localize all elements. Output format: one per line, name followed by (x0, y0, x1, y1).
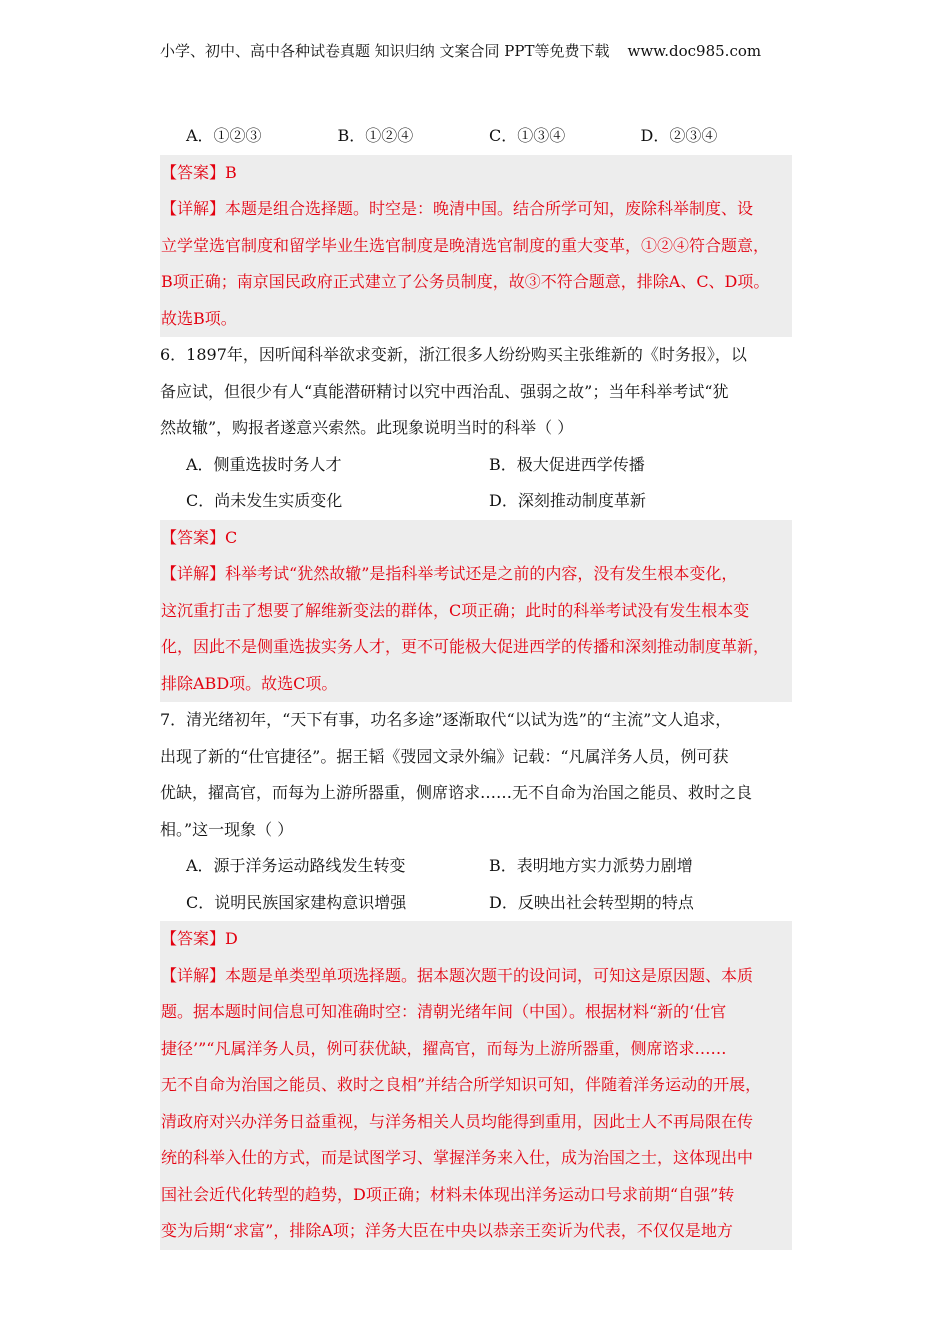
answer-tag: 【答案】 (161, 162, 226, 182)
q5-answer-block (160, 155, 792, 338)
q7-option-c: C．说明民族国家建构意识增强 (186, 892, 407, 912)
answer-tag: 【答案】 (161, 929, 226, 948)
q7-options-row (160, 885, 792, 922)
q5-option-c: C．①③④ (489, 126, 566, 145)
q6-options-row (160, 483, 792, 520)
q7-detail-line: 清政府对兴办洋务日益重视，与洋务相关人员均能得到重用，因此士人不再局限在传 (161, 1111, 754, 1131)
detail-tag: 【详解】 (161, 564, 226, 583)
q7-stem-line: 优缺，擢高官，而每为上游所器重，侧席谘求……无不自命为治国之能员、救时之良 (160, 783, 753, 802)
q6-option-d: D．深刻推动制度革新 (489, 491, 646, 510)
detail-tag: 【详解】 (161, 965, 226, 985)
q7-detail-line: 无不自命为治国之能员、救时之良相”并结合所学知识可知，伴随着洋务运动的开展， (161, 1075, 762, 1094)
header-url[interactable]: www.doc985.com (627, 42, 762, 60)
q6-answer-block (160, 520, 792, 703)
q6-option-c: C．尚未发生实质变化 (186, 491, 343, 510)
answer-value: D (225, 929, 238, 948)
q7-detail-line (160, 958, 792, 995)
q7-stem-line: 7．清光绪初年，“天下有事，功名多途”逐渐取代“以试为选”的“主流”文人追求， (160, 710, 732, 729)
q7-detail-line: 国社会近代化转型的趋势，D项正确；材料未体现出洋务运动口号求前期“自强”转 (161, 1184, 735, 1204)
header-text: 小学、初中、高中各种试卷真题 知识归纳 文案合同 PPT等免费下载 (160, 42, 610, 60)
q5-detail-line: B项正确；南京国民政府正式建立了公务员制度，故③不符合题意，排除A、C、D项。 (161, 272, 770, 291)
q6-stem-line: 备应试，但很少有人“真能潜研精讨以究中西治乱、强弱之故”；当年科举考试“犹 (160, 381, 729, 401)
q6-stem-line: 然故辙”，购报者遂意兴索然。此现象说明当时的科举（ ） (160, 418, 574, 437)
q7-option-b: B．表明地方实力派势力剧增 (489, 856, 693, 875)
q5-detail-line (160, 191, 792, 228)
q6-detail-line: 这沉重打击了想要了解维新变法的群体，C项正确；此时的科举考试没有发生根本变 (161, 600, 750, 620)
q5-detail-line: 故选B项。 (161, 308, 237, 328)
answer-value: B (225, 162, 237, 182)
question-7 (160, 702, 792, 921)
answer-value: C (225, 527, 238, 547)
q7-stem-line: 相。”这一现象（ ） (160, 819, 294, 839)
question-6 (160, 337, 792, 520)
detail-text: 本题是单类型单项选择题。据本题次题干的设问词，可知这是原因题、本质 (225, 965, 754, 985)
detail-tag: 【详解】 (161, 199, 226, 218)
q7-option-a: A．源于洋务运动路线发生转变 (186, 856, 406, 875)
q5-detail-line: 立学堂选官制度和留学毕业生选官制度是晚清选官制度的重大变革，①②④符合题意， (161, 235, 770, 255)
q6-stem-line: 6．1897年，因听闻科举欲求变新，浙江很多人纷纷购买主张维新的《时务报》，以 (160, 345, 747, 364)
q6-answer (160, 520, 792, 557)
q5-options (160, 118, 792, 155)
q5-option-b: B．①②④ (337, 126, 414, 145)
q7-detail-line: 变为后期“求富”，排除A项；洋务大臣在中央以恭亲王奕䜣为代表，不仅仅是地方 (161, 1221, 733, 1240)
q6-option-b: B．极大促进西学传播 (489, 454, 645, 474)
q7-stem-line: 出现了新的“仕官捷径”。据王韬《弢园文录外编》记载：“凡属洋务人员，例可获 (160, 746, 729, 766)
q7-option-d: D．反映出社会转型期的特点 (489, 892, 694, 912)
detail-text: 科举考试“犹然故辙”是指科举考试还是之前的内容，没有发生根本变化， (225, 564, 738, 583)
page-header (160, 40, 800, 62)
q5-option-a: A．①②③ (186, 126, 262, 145)
q5-option-d: D．②③④ (640, 126, 718, 145)
q7-detail-line: 题。据本题时间信息可知准确时空：清朝光绪年间（中国）。根据材料“新的‘仕官 (161, 1002, 727, 1021)
q7-answer (160, 921, 792, 958)
q7-detail-line: 捷径’”“凡属洋务人员，例可获优缺，擢高官，而每为上游所器重，侧席谘求…… (161, 1038, 727, 1058)
q6-detail-line: 化，因此不是侧重选拔实务人才，更不可能极大促进西学的传播和深刻推动制度革新， (161, 637, 770, 656)
document-body (160, 118, 792, 1250)
q5-answer (160, 155, 792, 192)
q7-answer-block (160, 921, 792, 1250)
q6-options-row (160, 447, 792, 484)
q7-detail-line: 统的科举入仕的方式，而是试图学习、掌握洋务来入仕，成为治国之士，这体现出中 (161, 1148, 754, 1167)
q6-detail-line (160, 556, 792, 593)
q6-option-a: A．侧重选拔时务人才 (186, 454, 342, 474)
answer-tag: 【答案】 (161, 527, 226, 547)
detail-text: 本题是组合选择题。时空是：晚清中国。结合所学可知，废除科举制度、设 (225, 199, 754, 218)
q7-options-row (160, 848, 792, 885)
q6-detail-line: 排除ABD项。故选C项。 (161, 673, 338, 693)
